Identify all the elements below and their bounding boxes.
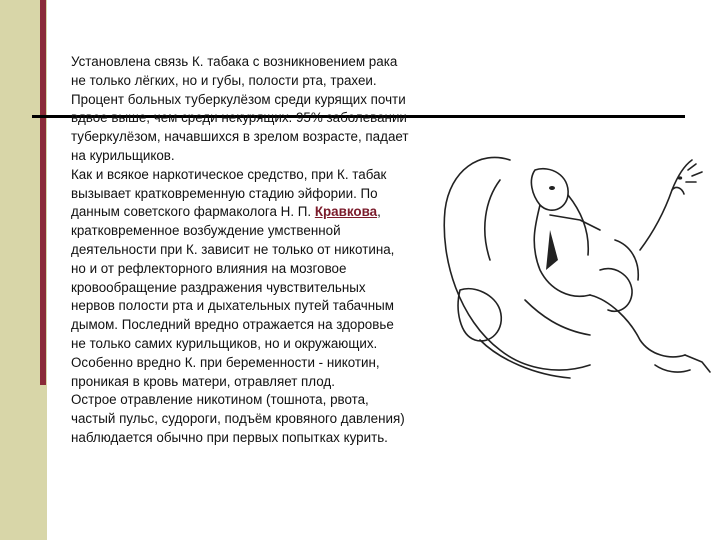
text-line: не только самих курильщиков, но и окружающих. xyxy=(71,335,378,351)
text-line: туберкулёзом, начавшихся в зрелом возрасте, падает xyxy=(71,129,409,145)
text-line: вдвое выше, чем среди некурящих. 95% заболевании xyxy=(71,110,407,126)
text-line: нервов полости рта и дыхательных путей табачным xyxy=(71,298,394,314)
text-line: Острое отравление никотином (тошнота, рвота, xyxy=(71,392,369,408)
text-line: кратковременное возбуждение умственной xyxy=(71,223,341,239)
text-line: не только лёгких, но и губы, полости рта, трахеи. xyxy=(71,72,377,88)
text-line: деятельности при К. зависит не только от никотина, xyxy=(71,241,395,257)
kravkov-link[interactable]: Кравкова xyxy=(314,204,378,220)
text-line: Установлена связь К. табака с возникновением рака xyxy=(71,54,398,69)
text-line: Особенно вредно К. при беременности - никотин, xyxy=(71,354,380,370)
text-line: проникая в кровь матери, отравляет плод. xyxy=(71,373,335,389)
text-line: но и от рефлекторного влияния на мозговое xyxy=(71,260,347,276)
article-text xyxy=(71,53,481,448)
text-fragment: , xyxy=(377,204,381,220)
text-line: вызывает кратковременную стадию эйфории. По xyxy=(71,185,378,201)
text-line: частый пульс, судороги, подъём кровяного давления) xyxy=(71,411,405,427)
sidebar-accent-line xyxy=(40,0,46,385)
smokers-cartoon-illustration xyxy=(440,150,720,390)
text-line: кровообращение раздражения чувствительных xyxy=(71,279,366,295)
text-line: Процент больных туберкулёзом среди курящих почти xyxy=(71,91,406,107)
text-fragment: данным советского фармаколога Н. П. xyxy=(71,204,315,220)
text-line: Как и всякое наркотическое средство, при К. табак xyxy=(71,166,387,182)
text-line-with-link xyxy=(71,203,481,222)
sidebar-band xyxy=(0,0,47,540)
text-line: наблюдается обычно при первых попытках курить. xyxy=(71,429,388,445)
text-line: на курильщиков. xyxy=(71,147,175,163)
text-line: дымом. Последний вредно отражается на здоровье xyxy=(71,317,394,333)
